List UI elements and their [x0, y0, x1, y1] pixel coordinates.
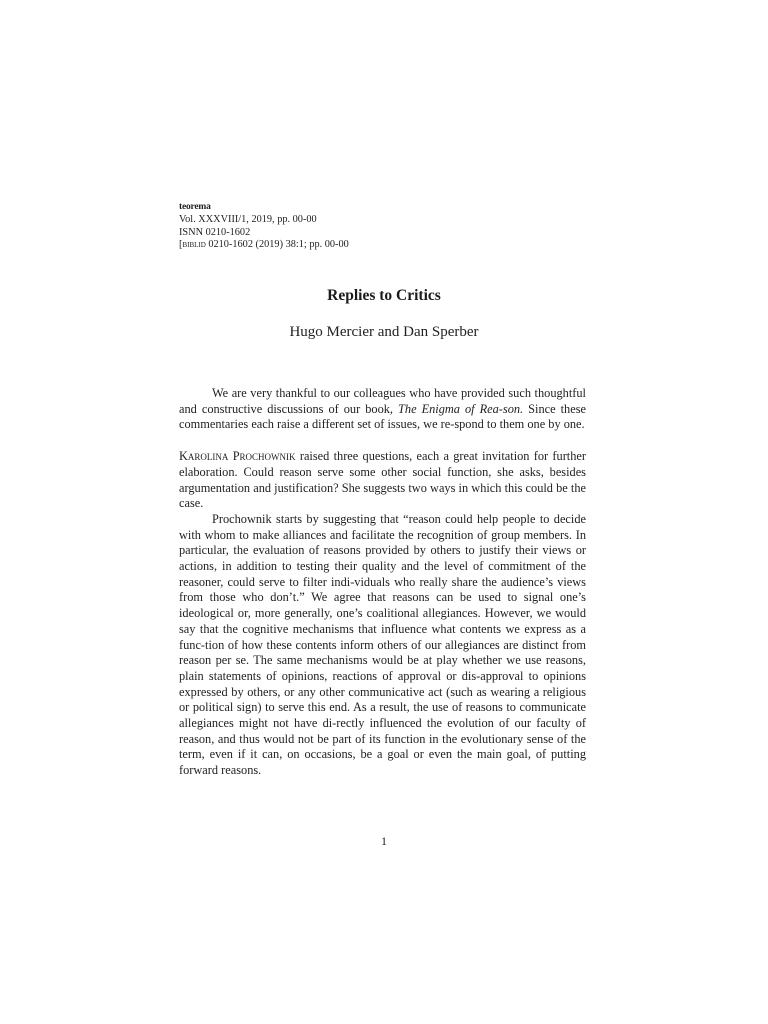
book-title: The Enigma of Rea-son.: [398, 401, 524, 416]
paragraph-alliances: Prochownik starts by suggesting that “reason could help people to decide with whom to make alliances and facilitate the recognition of group members. In particular, the evaluation of reasons provided by others to justify their views or actions, in addition to testing their quality and the level of commitment of the reasoner, could serve to filter indi-viduals who really share the audience’s views from those who don’t.” We agree that reasons can be used to signal one’s ideological or, more generally, one’s coalitional allegiances. However, we would say that the cognitive mechanisms that influence what contents we express as a func-tion of how these contents inform others of our allegiances are distinct from reason per se. The same mechanisms would be at play whether we use reasons, plain statements of opinions, reactions of approval or dis-approval to opinions expressed by others, or any other communicative act (such as wearing a religious or political sign) to serve this end. As a result, the use of reasons to communicate allegiances might not have di-rectly influenced the evolution of our faculty of reason, and thus would not be part of its function in the evolutionary sense of the term, even if it can, on occasions, be a goal or even the main goal, of putting forward reasons.: [179, 511, 586, 778]
journal-header: [179, 201, 349, 252]
paragraph-gap: [179, 433, 586, 449]
intro-text-a: We are very thankful to our colleagues who have provided such thoughtful and constructive discussions of our book,: [179, 386, 586, 416]
article-body: [179, 386, 586, 779]
article-title: Replies to Critics: [327, 287, 441, 304]
paragraph-intro: [179, 386, 586, 433]
journal-volume: Vol. XXXVIII/1, 2019, pp. 00-00: [179, 213, 317, 225]
commentator-name: Karolina Prochownik: [179, 449, 296, 464]
prochownik-text: raised three questions, each a great invitation for further elaboration. Could reason serve some other social function, she asks, besides argumentation and justification? She suggests two ways in which this could be the case.: [179, 449, 587, 511]
intro-text-b: Since these commentaries each raise a different set of issues, we re-spond to them one by one.: [179, 401, 586, 432]
biblid-label: biblid: [182, 239, 206, 251]
biblid-text: 0210-1602 (2019) 38:1; pp. 00-00: [205, 239, 349, 251]
page-number: 1: [381, 834, 387, 848]
journal-biblid: [179, 239, 349, 252]
biblid-bracket: [: [179, 239, 183, 251]
article-authors: Hugo Mercier and Dan Sperber: [289, 324, 479, 340]
journal-issn: ISNN 0210-1602: [179, 226, 251, 238]
journal-name: teorema: [179, 202, 211, 212]
paragraph-prochownik: [179, 449, 586, 512]
